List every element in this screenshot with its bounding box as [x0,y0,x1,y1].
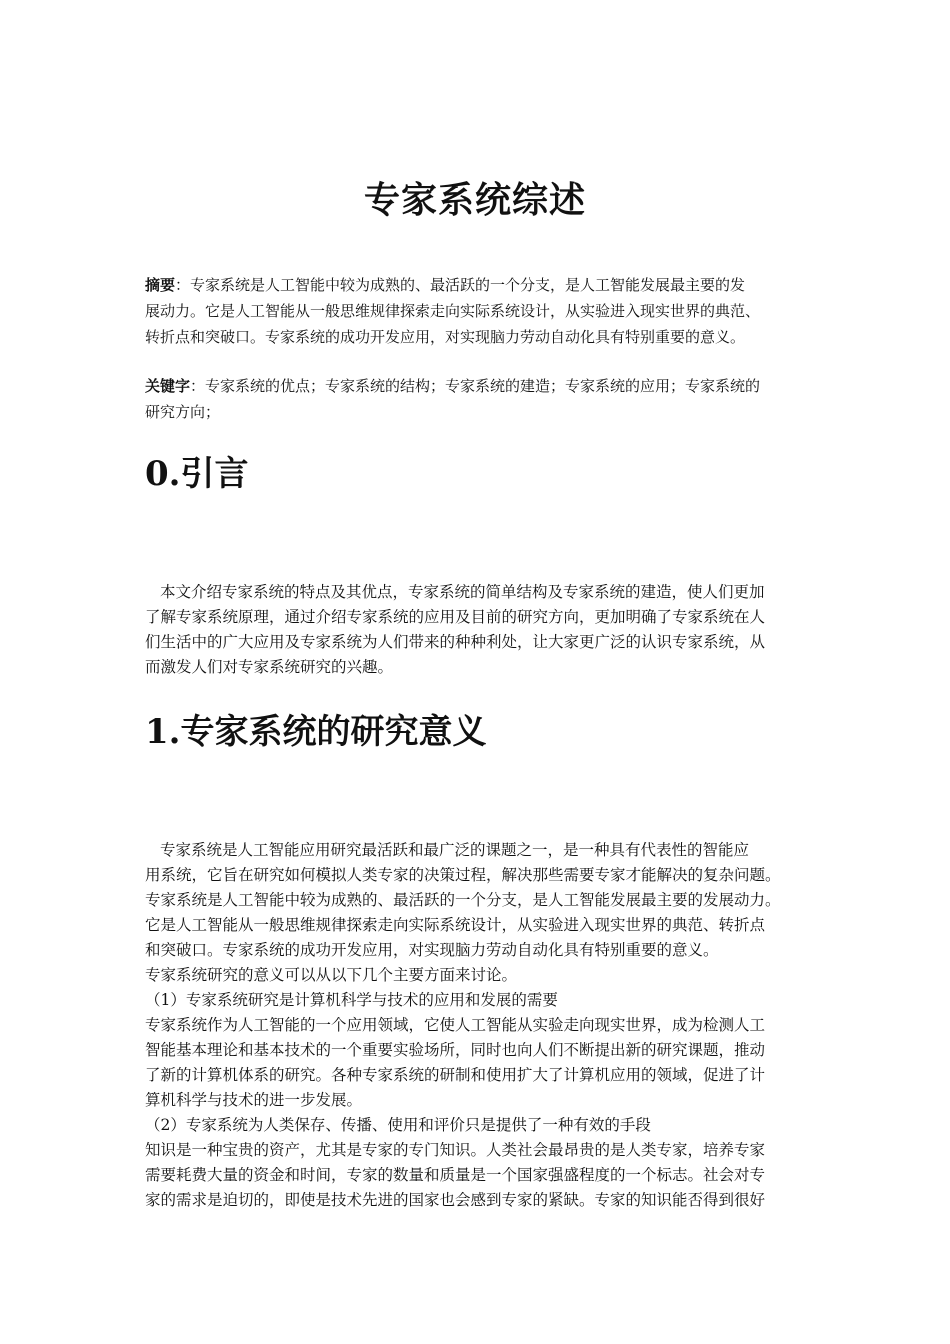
section-heading-significance: 1.专家系统的研究意义 [145,712,487,752]
body-line: 家的需求是迫切的，即使是技术先进的国家也会感到专家的紧缺。专家的知识能否得到很好 [145,1191,766,1209]
keywords-paragraph [145,373,817,425]
keywords-line-2: 研究方向； [145,403,221,421]
section-heading-introduction: 0.引言 [145,454,249,494]
body-line: 需要耗费大量的资金和时间，专家的数量和质量是一个国家强盛程度的一个标志。社会对专 [145,1166,766,1184]
keywords-label: 关键字 [145,377,191,395]
body-line: 用系统，它旨在研究如何模拟人类专家的决策过程，解决那些需要专家才能解决的复杂问题。 [145,866,781,884]
intro-line: 们生活中的广大应用及专家系统为人们带来的种种利处，让大家更广泛的认识专家系统，从 [145,633,766,651]
abstract-line-3: 转折点和突破口。专家系统的成功开发应用，对实现脑力劳动自动化具有特别重要的意义。 [145,328,746,346]
body-line: 它是人工智能从一般思维规律探索走向实际系统设计，从实验进入现实世界的典范、转折点 [145,916,766,934]
abstract-line-1: 摘要：专家系统是人工智能中较为成熟的、最活跃的一个分支，是人工智能发展最主要的发 [145,276,746,294]
body-line: 和突破口。专家系统的成功开发应用，对实现脑力劳动自动化具有特别重要的意义。 [145,941,719,959]
intro-line: 了解专家系统原理，通过介绍专家系统的应用及目前的研究方向，更加明确了专家系统在人 [145,608,766,626]
abstract-paragraph [145,272,817,350]
body-line: （1）专家系统研究是计算机科学与技术的应用和发展的需要 [145,991,558,1009]
body-line: （2）专家系统为人类保存、传播、使用和评价只是提供了一种有效的手段 [145,1116,651,1134]
body-line: 专家系统作为人工智能的一个应用领域，它使人工智能从实验走向现实世界，成为检测人工 [145,1016,766,1034]
intro-line: 而激发人们对专家系统研究的兴趣。 [145,658,394,676]
keywords-line-1: 关键字：专家系统的优点；专家系统的结构；专家系统的建造；专家系统的应用；专家系统的 [145,377,761,395]
significance-paragraph [145,838,825,1213]
body-line: 算机科学与技术的进一步发展。 [145,1091,363,1109]
document-title: 专家系统综述 [363,179,586,221]
body-line: 专家系统是人工智能中较为成熟的、最活跃的一个分支，是人工智能发展最主要的发展动力。 [145,891,781,909]
body-line: 专家系统是人工智能应用研究最活跃和最广泛的课题之一，是一种具有代表性的智能应 [160,841,750,859]
introduction-paragraph [145,580,825,680]
body-line: 了新的计算机体系的研究。各种专家系统的研制和使用扩大了计算机应用的领域，促进了计 [145,1066,766,1084]
intro-line: 本文介绍专家系统的特点及其优点，专家系统的简单结构及专家系统的建造，使人们更加 [160,583,765,601]
body-line: 智能基本理论和基本技术的一个重要实验场所，同时也向人们不断提出新的研究课题，推动 [145,1041,766,1059]
abstract-line-2: 展动力。它是人工智能从一般思维规律探索走向实际系统设计，从实验进入现实世界的典范、 [145,302,761,320]
body-line: 专家系统研究的意义可以从以下几个主要方面来讨论。 [145,966,518,984]
abstract-label: 摘要 [145,276,176,294]
body-line: 知识是一种宝贵的资产，尤其是专家的专门知识。人类社会最昂贵的是人类专家，培养专家 [145,1141,766,1159]
